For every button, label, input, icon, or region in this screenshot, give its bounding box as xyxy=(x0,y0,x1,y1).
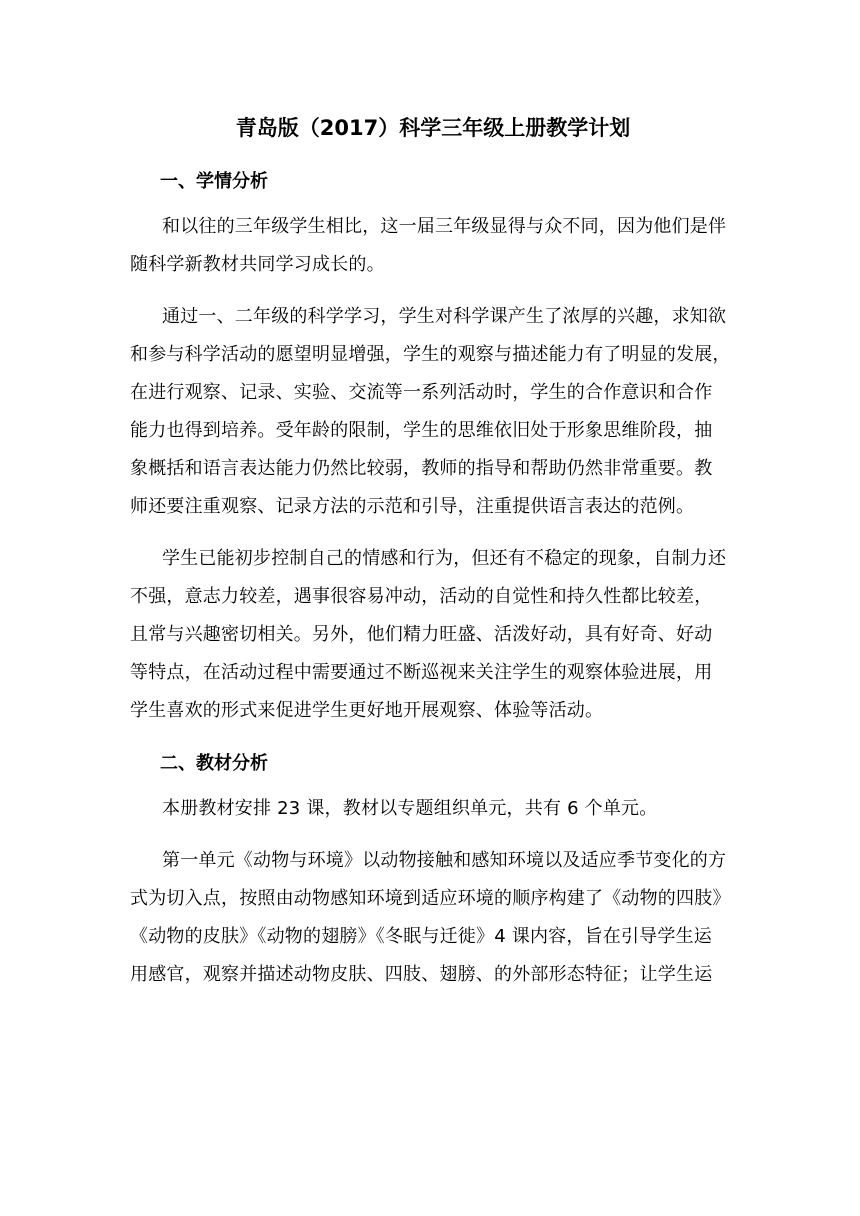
text-line: 和参与科学活动的愿望明显增强，学生的观察与描述能力有了明显的发展， xyxy=(130,344,731,365)
text-line: 且常与兴趣密切相关。另外，他们精力旺盛、活泼好动，具有好奇、好动 xyxy=(130,624,713,645)
document-content xyxy=(130,108,736,1008)
text-line: 能力也得到培养。受年龄的限制，学生的思维依旧处于形象思维阶段，抽 xyxy=(130,420,713,441)
section-heading: 二、教材分析 xyxy=(160,753,268,774)
text-line: 等特点，在活动过程中需要通过不断巡视来关注学生的观察体验进展，用 xyxy=(130,662,713,683)
document-title: 青岛版（2017）科学三年级上册教学计划 xyxy=(235,116,631,140)
text-line: 式为切入点，按照由动物感知环境到适应环境的顺序构建了《动物的四肢》 xyxy=(130,888,731,909)
paragraph xyxy=(130,298,736,526)
section-heading: 一、学情分析 xyxy=(160,171,268,192)
text-line: 学生喜欢的形式来促进学生更好地开展观察、体验等活动。 xyxy=(130,700,604,721)
text-line: 通过一、二年级的科学学习，学生对科学课产生了浓厚的兴趣，求知欲 xyxy=(162,306,727,327)
section-textbook-analysis xyxy=(130,744,736,994)
text-line: 学生已能初步控制自己的情感和行为，但还有不稳定的现象，自制力还 xyxy=(162,548,727,569)
text-line: 第一单元《动物与环境》以动物接触和感知环境以及适应季节变化的方 xyxy=(162,850,727,871)
paragraph xyxy=(130,540,736,730)
text-line: 本册教材安排 23 课，教材以专题组织单元，共有 6 个单元。 xyxy=(162,798,658,819)
text-line: 《动物的皮肤》《动物的翅膀》《冬眠与迁徙》4 课内容，旨在引导学生运 xyxy=(130,926,712,947)
section-learning-analysis xyxy=(130,162,736,730)
paragraph xyxy=(130,208,736,284)
text-line: 在进行观察、记录、实验、交流等一系列活动时，学生的合作意识和合作 xyxy=(130,382,713,403)
paragraph xyxy=(130,842,736,994)
text-line: 和以往的三年级学生相比，这一届三年级显得与众不同，因为他们是伴 xyxy=(162,216,727,237)
text-line: 随科学新教材共同学习成长的。 xyxy=(130,254,385,275)
text-line: 不强，意志力较差，遇事很容易冲动，活动的自觉性和持久性都比较差， xyxy=(130,586,713,607)
text-line: 师还要注重观察、记录方法的示范和引导，注重提供语言表达的范例。 xyxy=(130,496,695,517)
paragraph xyxy=(130,790,736,828)
text-line: 用感官，观察并描述动物皮肤、四肢、翅膀、的外部形态特征；让学生运 xyxy=(130,964,713,985)
text-line: 象概括和语言表达能力仍然比较弱，教师的指导和帮助仍然非常重要。教 xyxy=(130,458,713,479)
